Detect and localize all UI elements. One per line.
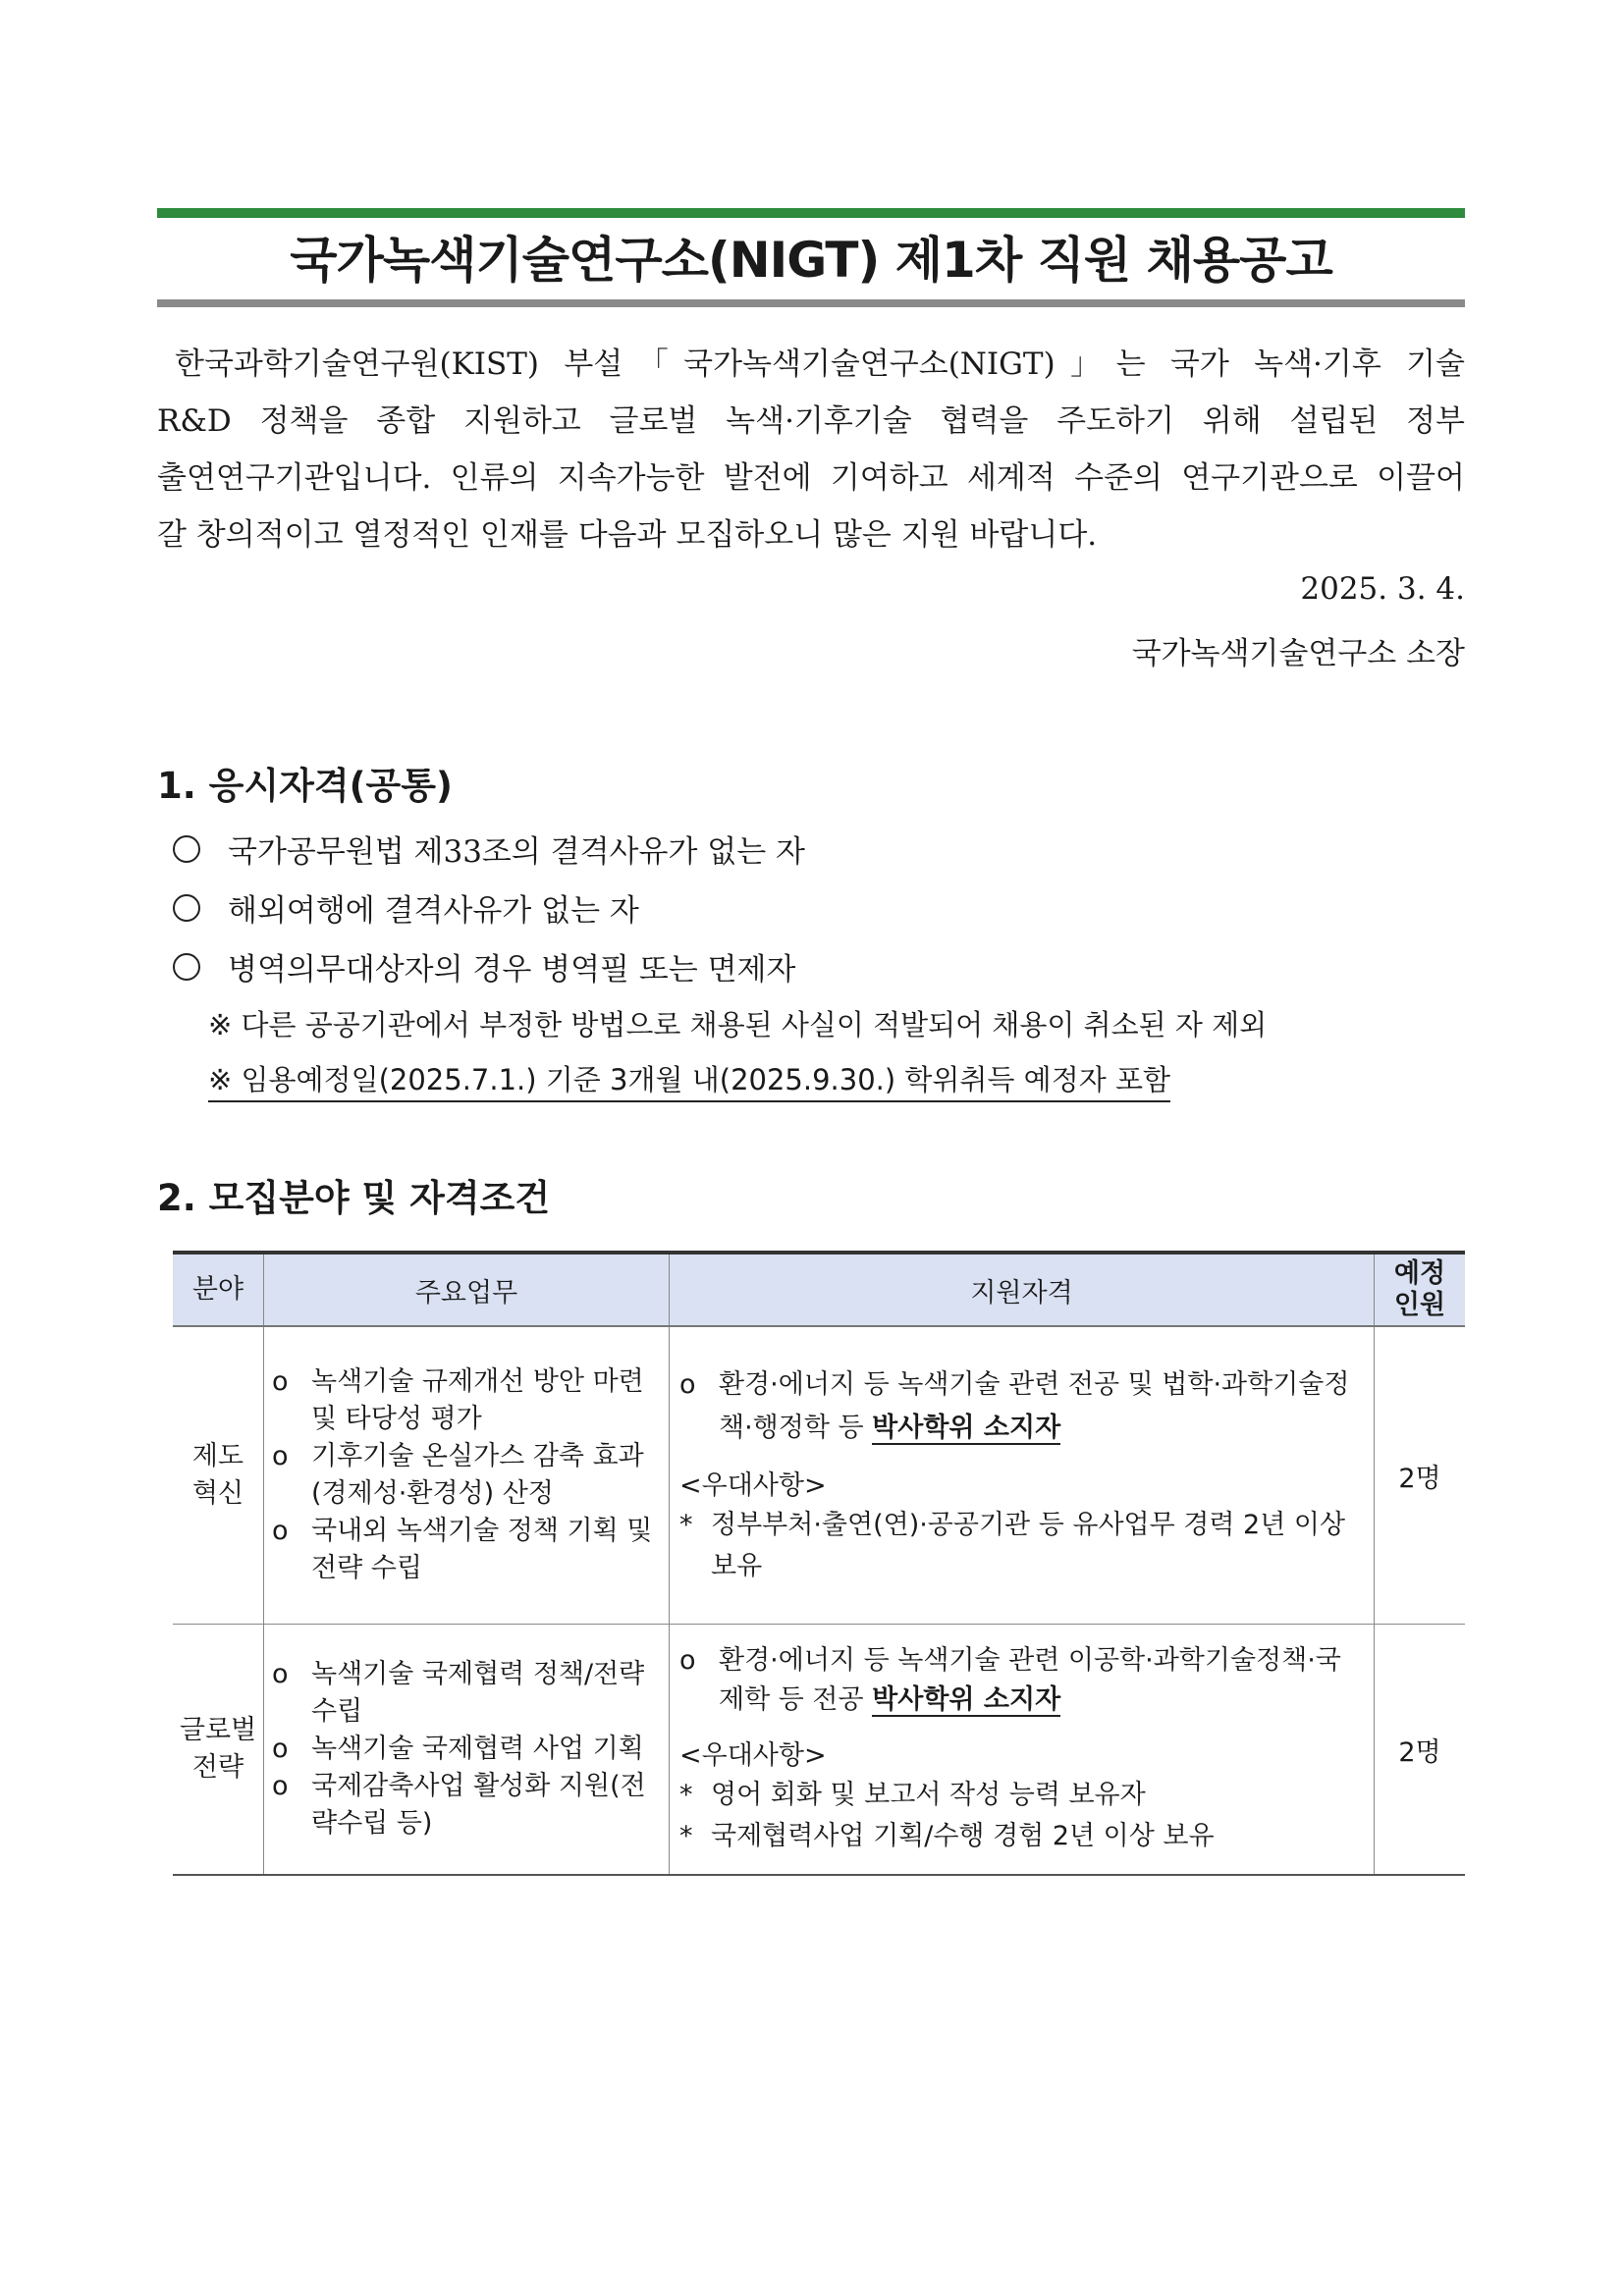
bullet-icon: o xyxy=(272,1516,289,1546)
requirement-item xyxy=(679,1641,1364,1720)
bullet-icon: o xyxy=(272,1659,289,1689)
duty-cell xyxy=(264,1625,670,1876)
circle-bullet-icon xyxy=(173,894,200,922)
degree-requirement: 박사학위 소지자 xyxy=(872,1413,1061,1443)
qualification-text: 해외여행에 결격사유가 없는 자 xyxy=(228,893,639,929)
header-duty: 주요업무 xyxy=(264,1253,670,1326)
qualification-item xyxy=(173,885,639,930)
bullet-icon: o xyxy=(679,1369,696,1400)
preference-text: 정부부처·출연(연)·공공기관 등 유사업무 경력 2년 이상 보유 xyxy=(711,1510,1346,1581)
preference-text: 영어 회화 및 보고서 작성 능력 보유자 xyxy=(711,1780,1146,1810)
duty-item xyxy=(272,1513,661,1587)
announcement-date: 2025. 3. 4. xyxy=(1300,571,1465,607)
duty-text: 기후기술 온실가스 감축 효과(경제성·환경성) 산정 xyxy=(311,1441,644,1509)
preference-label: <우대사항> xyxy=(679,1740,827,1771)
asterisk-icon: * xyxy=(679,1510,693,1540)
preference-item xyxy=(679,1505,1364,1587)
field-name-line: 전략 xyxy=(191,1752,244,1783)
announcement-signer: 국가녹색기술연구소 소장 xyxy=(1131,636,1465,671)
header-field: 분야 xyxy=(173,1253,264,1326)
intro-paragraph xyxy=(157,336,1465,563)
requirements-cell xyxy=(670,1326,1375,1625)
headcount-cell: 2명 xyxy=(1375,1326,1466,1625)
field-name-line: 제도 xyxy=(191,1441,244,1471)
degree-requirement: 박사학위 소지자 xyxy=(872,1684,1061,1715)
duty-text: 녹색기술 국제협력 사업 기획 xyxy=(311,1734,644,1764)
intro-line: 갈 창의적이고 열정적인 인재를 다음과 모집하오니 많은 지원 바랍니다. xyxy=(157,517,1098,553)
qualification-item xyxy=(173,944,795,988)
note-degree-expected: ※ 임용예정일(2025.7.1.) 기준 3개월 내(2025.9.30.) 학위취득 예정자 포함 xyxy=(208,1058,1170,1102)
duty-text: 녹색기술 국제협력 정책/전략 수립 xyxy=(311,1659,645,1727)
asterisk-icon: * xyxy=(679,1821,693,1851)
section1-heading: 1. 응시자격(공통) xyxy=(157,765,453,807)
intro-line: 한국과학기술연구원(KIST) 부설「국가녹색기술연구소(NIGT)」는 국가 녹색·기후 기술 xyxy=(175,347,1465,382)
circle-bullet-icon xyxy=(173,835,200,863)
note-exclusion: ※ 다른 공공기관에서 부정한 방법으로 채용된 사실이 적발되어 채용이 취소된 자 제외 xyxy=(208,1008,1268,1041)
circle-bullet-icon xyxy=(173,953,200,981)
duty-item xyxy=(272,1731,661,1768)
bullet-icon: o xyxy=(272,1734,289,1764)
preference-text: 국제협력사업 기획/수행 경험 2년 이상 보유 xyxy=(711,1821,1215,1851)
bullet-icon: o xyxy=(272,1366,289,1397)
duty-item xyxy=(272,1363,661,1438)
bullet-icon: o xyxy=(272,1771,289,1801)
requirement-text: 환경·에너지 등 녹색기술 관련 이공학·과학기술정책·국제학 등 전공 xyxy=(719,1645,1341,1715)
preference-label: <우대사항> xyxy=(679,1470,827,1501)
asterisk-icon: * xyxy=(679,1780,693,1810)
duty-text: 녹색기술 규제개선 방안 마련 및 타당성 평가 xyxy=(311,1366,644,1434)
intro-line: R&D 정책을 종합 지원하고 글로벌 녹색·기후기술 협력을 주도하기 위해 설립된 정부 xyxy=(157,403,1465,439)
duty-item xyxy=(272,1438,661,1513)
qualification-item xyxy=(173,827,805,871)
header-headcount-line: 예정 xyxy=(1393,1258,1446,1289)
preference-item xyxy=(679,1775,1364,1816)
preference-item xyxy=(679,1816,1364,1857)
intro-line: 출연연구기관입니다. 인류의 지속가능한 발전에 기여하고 세계적 수준의 연구기관으로 이끌어 xyxy=(157,460,1465,496)
qualification-text: 병역의무대상자의 경우 병역필 또는 면제자 xyxy=(228,952,796,988)
section2-heading: 2. 모집분야 및 자격조건 xyxy=(157,1177,551,1219)
bullet-icon: o xyxy=(679,1645,696,1676)
requirements-cell xyxy=(670,1625,1375,1876)
duty-cell xyxy=(264,1326,670,1625)
requirement-text: 환경·에너지 등 녹색기술 관련 전공 및 법학·과학기술정책·행정학 등 xyxy=(719,1369,1350,1443)
duty-item xyxy=(272,1656,661,1731)
bullet-icon: o xyxy=(272,1441,289,1471)
duty-text: 국제감축사업 활성화 지원(전략수립 등) xyxy=(311,1771,646,1839)
title-top-rule xyxy=(157,208,1465,218)
table-row xyxy=(173,1625,1465,1876)
field-name-line: 혁신 xyxy=(191,1478,244,1509)
duty-text: 국내외 녹색기술 정책 기획 및 전략 수립 xyxy=(311,1516,653,1583)
header-headcount xyxy=(1375,1253,1466,1326)
field-name-line: 글로벌 xyxy=(179,1715,257,1745)
table-row xyxy=(173,1326,1465,1625)
qualification-text: 국가공무원법 제33조의 결격사유가 없는 자 xyxy=(228,834,805,870)
page-title: 국가녹색기술연구소(NIGT) 제1차 직원 채용공고 xyxy=(290,232,1332,289)
header-headcount-line: 인원 xyxy=(1393,1290,1446,1320)
title-bottom-rule xyxy=(157,299,1465,307)
header-requirements: 지원자격 xyxy=(670,1253,1375,1326)
headcount-cell: 2명 xyxy=(1375,1625,1466,1876)
requirement-item xyxy=(679,1363,1364,1450)
field-cell xyxy=(173,1326,264,1625)
duty-item xyxy=(272,1768,661,1842)
field-cell xyxy=(173,1625,264,1876)
recruitment-table xyxy=(173,1251,1465,1876)
